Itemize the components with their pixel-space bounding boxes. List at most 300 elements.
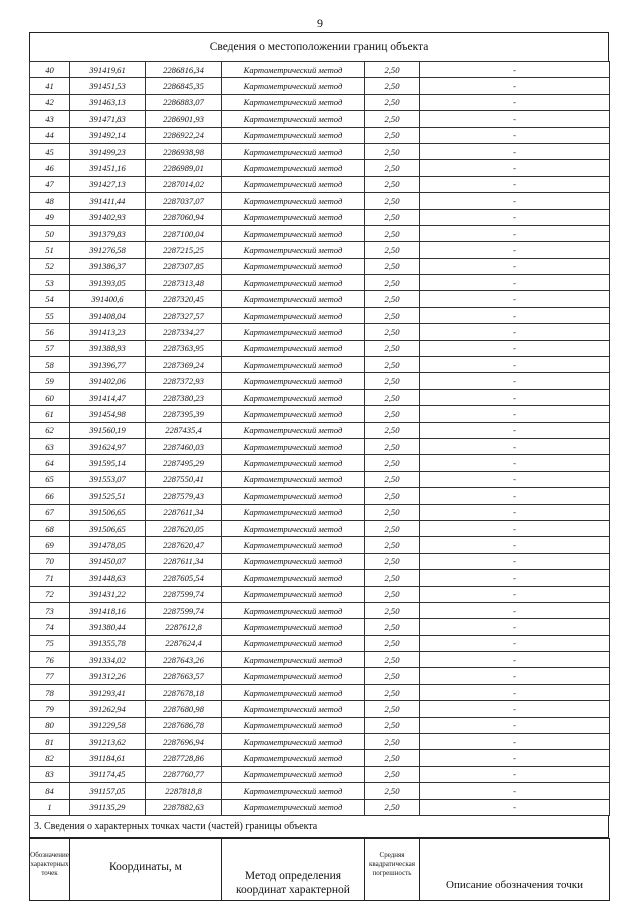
table-row [30,570,610,586]
table-cell: 391451,53 [70,78,146,94]
table-cell: 391553,07 [70,471,146,487]
table-cell: 2,50 [365,193,420,209]
table-row [30,324,610,340]
table-cell: 2,50 [365,422,420,438]
table-cell: 391499,23 [70,143,146,159]
table-cell: 2287611,34 [146,504,222,520]
table-row [30,717,610,733]
table-cell: 391262,94 [70,701,146,717]
table-cell: 2287643,26 [146,652,222,668]
table-cell: Картометрический метод [222,176,365,192]
table-cell: 2,50 [365,799,420,815]
table-cell: - [420,750,610,766]
table-row [30,652,610,668]
table-cell: 391448,63 [70,570,146,586]
table-cell: Картометрический метод [222,799,365,815]
table-cell: 391174,45 [70,766,146,782]
table-cell: - [420,160,610,176]
table-cell: 2,50 [365,586,420,602]
table-cell: 2286845,35 [146,78,222,94]
table-cell: 60 [30,389,70,405]
table-cell: 391419,61 [70,62,146,78]
table-cell: 2286816,34 [146,62,222,78]
col-coordinates: Координаты, м [70,838,222,900]
table-cell: Картометрический метод [222,619,365,635]
table-cell: 391506,65 [70,504,146,520]
table-cell: 81 [30,734,70,750]
table-cell: 2,50 [365,111,420,127]
table-cell: - [420,553,610,569]
table-cell: 2287327,57 [146,307,222,323]
table-cell: 2287611,34 [146,553,222,569]
table-cell: - [420,668,610,684]
table-cell: 391388,93 [70,340,146,356]
table-cell: Картометрический метод [222,553,365,569]
table-cell: Картометрический метод [222,520,365,536]
table-cell: 2287612,8 [146,619,222,635]
table-cell: 53 [30,275,70,291]
table-cell: 2,50 [365,455,420,471]
table-cell: - [420,143,610,159]
table-cell: Картометрический метод [222,701,365,717]
table-cell: Картометрический метод [222,111,365,127]
table-cell: - [420,242,610,258]
table-cell: 77 [30,668,70,684]
table-cell: Картометрический метод [222,734,365,750]
table-cell: 2287435,4 [146,422,222,438]
table-cell: 2,50 [365,94,420,110]
table-cell: Картометрический метод [222,504,365,520]
table-cell: - [420,406,610,422]
table-cell: Картометрический метод [222,471,365,487]
table-cell: - [420,455,610,471]
table-cell: 2,50 [365,766,420,782]
table-cell: Картометрический метод [222,422,365,438]
table-cell: 57 [30,340,70,356]
table-cell: Картометрический метод [222,717,365,733]
table-cell: 2287363,95 [146,340,222,356]
table-cell: 391380,44 [70,619,146,635]
table-cell: Картометрический метод [222,160,365,176]
table-row [30,291,610,307]
table-cell: 391402,06 [70,373,146,389]
table-row [30,127,610,143]
table-cell: Картометрический метод [222,783,365,799]
table-cell: 2,50 [365,209,420,225]
table-cell: Картометрический метод [222,570,365,586]
table-row [30,422,610,438]
table-cell: 2287579,43 [146,488,222,504]
table-cell: 2,50 [365,389,420,405]
table-cell: 2,50 [365,225,420,241]
table-cell: 2,50 [365,619,420,635]
table-cell: 48 [30,193,70,209]
table-cell: 391386,37 [70,258,146,274]
table-cell: 2287014,02 [146,176,222,192]
table-cell: 2287620,05 [146,520,222,536]
table-cell: - [420,438,610,454]
table-cell: 2286883,07 [146,94,222,110]
table-cell: Картометрический метод [222,455,365,471]
table-cell: 82 [30,750,70,766]
table-row [30,602,610,618]
table-cell: - [420,701,610,717]
table-row [30,635,610,651]
table-cell: 2287550,41 [146,471,222,487]
table-cell: Картометрический метод [222,127,365,143]
table-cell: 391431,22 [70,586,146,602]
table-row [30,275,610,291]
table-row [30,209,610,225]
table-cell: 2287882,63 [146,799,222,815]
table-row [30,619,610,635]
table-cell: - [420,684,610,700]
table-cell: 2287760,77 [146,766,222,782]
table-cell: 391229,58 [70,717,146,733]
table-cell: 2,50 [365,242,420,258]
table-cell: 43 [30,111,70,127]
table-cell: 391379,83 [70,225,146,241]
table-cell: 2,50 [365,258,420,274]
table-cell: - [420,652,610,668]
table-cell: 67 [30,504,70,520]
table-cell: 2287060,94 [146,209,222,225]
table-cell: 2,50 [365,291,420,307]
table-cell: 2287369,24 [146,357,222,373]
table-cell: Картометрический метод [222,488,365,504]
table-cell: Картометрический метод [222,307,365,323]
table-cell: 59 [30,373,70,389]
table-cell: 2287037,07 [146,193,222,209]
table-cell: 69 [30,537,70,553]
table-cell: 49 [30,209,70,225]
table-cell: 391427,13 [70,176,146,192]
section3-header-table [29,838,610,901]
table-cell: Картометрический метод [222,62,365,78]
table-cell: 391451,16 [70,160,146,176]
table-cell: - [420,193,610,209]
table-cell: 391478,05 [70,537,146,553]
table-cell: - [420,520,610,536]
table-cell: 41 [30,78,70,94]
table-cell: 2,50 [365,717,420,733]
table-cell: 2,50 [365,537,420,553]
table-cell: 391135,29 [70,799,146,815]
table-cell: 2,50 [365,62,420,78]
table-row [30,799,610,815]
table-cell: 391184,61 [70,750,146,766]
table-cell: 391454,98 [70,406,146,422]
table-cell: 42 [30,94,70,110]
table-cell: 70 [30,553,70,569]
table-row [30,307,610,323]
table-cell: 2287686,78 [146,717,222,733]
table-cell: - [420,62,610,78]
table-cell: 2,50 [365,373,420,389]
table-cell: - [420,258,610,274]
table-cell: 2,50 [365,357,420,373]
table-row [30,94,610,110]
table-cell: - [420,324,610,340]
table-cell: 2287372,93 [146,373,222,389]
table-cell: - [420,94,610,110]
table-cell: - [420,111,610,127]
table-cell: - [420,586,610,602]
table-row [30,455,610,471]
table-cell: 78 [30,684,70,700]
table-cell: 391463,13 [70,94,146,110]
table-row [30,78,610,94]
table-row [30,389,610,405]
table-cell: 391492,14 [70,127,146,143]
table-cell: 391471,83 [70,111,146,127]
table-cell: 2,50 [365,176,420,192]
table-cell: - [420,225,610,241]
table-cell: 391400,6 [70,291,146,307]
table-cell: 391213,62 [70,734,146,750]
table-row [30,143,610,159]
table-row [30,504,610,520]
table-cell: 2287380,23 [146,389,222,405]
table-cell: 2,50 [365,438,420,454]
table-cell: 391312,26 [70,668,146,684]
table-cell: Картометрический метод [222,750,365,766]
table-cell: 2287620,47 [146,537,222,553]
table-cell: 73 [30,602,70,618]
table-cell: Картометрический метод [222,668,365,684]
table-cell: 64 [30,455,70,471]
table-cell: 63 [30,438,70,454]
table-cell: 2,50 [365,652,420,668]
table-cell: Картометрический метод [222,586,365,602]
table-row [30,537,610,553]
table-cell: - [420,422,610,438]
table-cell: 66 [30,488,70,504]
table-row [30,176,610,192]
table-cell: 83 [30,766,70,782]
table-row [30,193,610,209]
points-table [29,61,610,816]
table-cell: Картометрический метод [222,684,365,700]
table-cell: - [420,570,610,586]
col-designation: Обозначение характерных точек [30,838,70,900]
table-row [30,62,610,78]
section3-title: 3. Сведения о характерных точках части (частей) границы объекта [29,816,609,838]
table-row [30,734,610,750]
table-cell: 2,50 [365,143,420,159]
table-cell: 2,50 [365,307,420,323]
table-cell: Картометрический метод [222,78,365,94]
table-cell: 2287320,45 [146,291,222,307]
table-cell: 391157,05 [70,783,146,799]
table-cell: 2287680,98 [146,701,222,717]
table-cell: 2,50 [365,701,420,717]
table-cell: 68 [30,520,70,536]
table-cell: Картометрический метод [222,389,365,405]
table-cell: 391595,14 [70,455,146,471]
page-number: 9 [317,16,323,30]
table-row [30,242,610,258]
table-row [30,488,610,504]
table-cell: 50 [30,225,70,241]
table-row [30,586,610,602]
boundary-document [29,32,609,901]
table-cell: - [420,78,610,94]
table-cell: 40 [30,62,70,78]
table-row [30,520,610,536]
table-cell: - [420,602,610,618]
table-row [30,684,610,700]
table-cell: - [420,635,610,651]
table-cell: 2287215,25 [146,242,222,258]
table-cell: 2287599,74 [146,602,222,618]
table-row [30,225,610,241]
table-cell: 2,50 [365,275,420,291]
table-cell: 391293,41 [70,684,146,700]
table-cell: Картометрический метод [222,357,365,373]
table-cell: 391506,65 [70,520,146,536]
table-cell: 2287599,74 [146,586,222,602]
table-cell: 58 [30,357,70,373]
table-cell: - [420,209,610,225]
table-cell: 391624,97 [70,438,146,454]
table-row [30,357,610,373]
col-description: Описание обозначения точки [420,838,610,900]
table-cell: 2,50 [365,504,420,520]
table-cell: 62 [30,422,70,438]
table-cell: Картометрический метод [222,275,365,291]
table-cell: 391402,93 [70,209,146,225]
table-cell: 391334,02 [70,652,146,668]
table-cell: 80 [30,717,70,733]
table-cell: 2287460,03 [146,438,222,454]
table-row [30,160,610,176]
table-cell: 2287334,27 [146,324,222,340]
table-row [30,258,610,274]
table-cell: 2287728,86 [146,750,222,766]
table-cell: - [420,176,610,192]
table-row [30,471,610,487]
table-cell: 391414,47 [70,389,146,405]
table-cell: 2287307,85 [146,258,222,274]
table-row [30,438,610,454]
table-row [30,668,610,684]
table-cell: Картометрический метод [222,291,365,307]
table-cell: 2,50 [365,520,420,536]
table-cell: 2,50 [365,783,420,799]
table-cell: 2,50 [365,668,420,684]
table-cell: 44 [30,127,70,143]
table-cell: 51 [30,242,70,258]
table-row [30,373,610,389]
table-cell: 79 [30,701,70,717]
table-cell: 56 [30,324,70,340]
table-cell: 2287678,18 [146,684,222,700]
table-cell: 391393,05 [70,275,146,291]
table-cell: Картометрический метод [222,373,365,389]
table-cell: Картометрический метод [222,143,365,159]
table-cell: 2,50 [365,734,420,750]
table-cell: 2286922,24 [146,127,222,143]
table-cell: 2,50 [365,406,420,422]
table-cell: 2286938,98 [146,143,222,159]
table-cell: Картометрический метод [222,438,365,454]
table-cell: Картометрический метод [222,193,365,209]
table-cell: 2287624,4 [146,635,222,651]
table-cell: 2,50 [365,127,420,143]
table-cell: 74 [30,619,70,635]
table-cell: 45 [30,143,70,159]
table-cell: Картометрический метод [222,258,365,274]
table-cell: - [420,619,610,635]
table-cell: 2287818,8 [146,783,222,799]
col-error: Средняя квадратическая погрешность [365,838,420,900]
table-cell: Картометрический метод [222,324,365,340]
table-cell: 391355,78 [70,635,146,651]
table-cell: 2286989,01 [146,160,222,176]
table-cell: 2,50 [365,570,420,586]
table-cell: 2286901,93 [146,111,222,127]
table-cell: - [420,275,610,291]
table-cell: Картометрический метод [222,406,365,422]
table-cell: 2,50 [365,160,420,176]
table-cell: - [420,537,610,553]
table-cell: - [420,127,610,143]
table-row [30,750,610,766]
table-cell: Картометрический метод [222,94,365,110]
col-method: Метод определения координат характерной [222,838,365,900]
table-cell: - [420,783,610,799]
table-cell: - [420,734,610,750]
table-cell: 46 [30,160,70,176]
table-cell: 2287495,29 [146,455,222,471]
table-title: Сведения о местоположении границ объекта [29,32,609,61]
table-cell: 391413,23 [70,324,146,340]
table-cell: 71 [30,570,70,586]
table-cell: 2,50 [365,602,420,618]
table-cell: 2,50 [365,78,420,94]
table-cell: 2287395,39 [146,406,222,422]
table-cell: - [420,471,610,487]
table-cell: 2,50 [365,324,420,340]
table-cell: 391560,19 [70,422,146,438]
table-cell: - [420,357,610,373]
table-cell: Картометрический метод [222,766,365,782]
table-cell: 2287100,04 [146,225,222,241]
table-cell: Картометрический метод [222,652,365,668]
table-cell: Картометрический метод [222,537,365,553]
table-cell: 76 [30,652,70,668]
table-cell: 2,50 [365,471,420,487]
table-cell: - [420,389,610,405]
table-cell: Картометрический метод [222,635,365,651]
table-cell: - [420,291,610,307]
table-cell: Картометрический метод [222,225,365,241]
table-cell: - [420,340,610,356]
table-cell: 2287605,54 [146,570,222,586]
table-cell: 391276,58 [70,242,146,258]
table-row [30,783,610,799]
table-cell: 391450,07 [70,553,146,569]
table-cell: 2,50 [365,553,420,569]
table-cell: 52 [30,258,70,274]
table-cell: 47 [30,176,70,192]
table-cell: 1 [30,799,70,815]
table-cell: 55 [30,307,70,323]
table-cell: - [420,307,610,323]
table-cell: 391396,77 [70,357,146,373]
table-row [30,406,610,422]
